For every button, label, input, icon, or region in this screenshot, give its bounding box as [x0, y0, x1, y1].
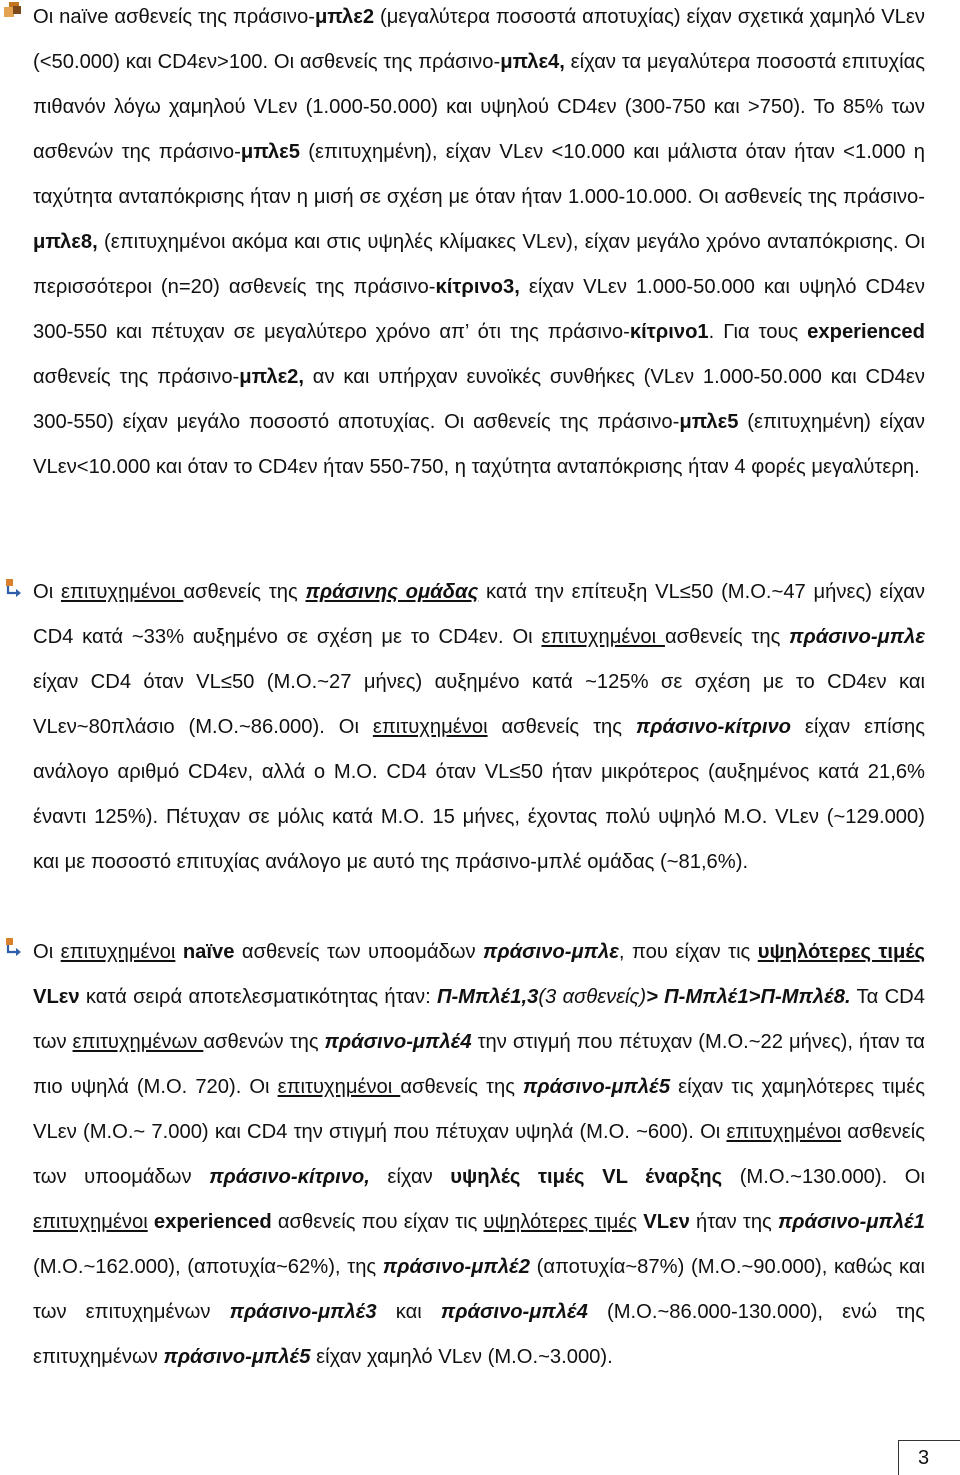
- square-bullet-icon: [4, 2, 24, 22]
- paragraph-3: Οι επιτυχημένοι naïve ασθενείς των υποομάδων πράσινο-μπλε, που είχαν τις υψηλότερες τιμές VLεν κατά σειρά αποτελεσματικότητας ήταν: Π-Μπλέ1,3(3 ασθενείς)> Π-Μπλέ1>Π-Μπλέ8. Τα CD4 των επιτυχημένων ασθενών της πράσινο-μπλέ4 την στιγμή που πέτυχαν (Μ.Ο.~22 μήνες), ήταν τα πιο υψηλά (Μ.Ο. 720). Οι επιτυχημένοι ασθενείς της πράσινο-μπλέ5 είχαν τις χαμηλότερες τιμές VLεν (Μ.Ο.~ 7.000) και CD4 την στιγμή που πέτυχαν υψηλά (Μ.Ο. ~600). Οι επιτυχημένοι ασθενείς των υποομάδων πράσινο-κίτρινο, είχαν υψηλές τιμές VL έναρξης (Μ.Ο.~130.000). Οι επιτυχημένοι experienced ασθενείς που είχαν τις υψηλότερες τιμές VLεν ήταν της πράσινο-μπλέ1 (Μ.Ο.~162.000), (αποτυχία~62%), της πράσινο-μπλέ2 (αποτυχία~87%) (Μ.Ο.~90.000), καθώς και των επιτυχημένων πράσινο-μπλέ3 και πράσινο-μπλέ4 (Μ.Ο.~86.000-130.000), ενώ της επιτυχημένων πράσινο-μπλέ5 είχαν χαμηλό VLεν (Μ.Ο.~3.000).: [33, 941, 926, 1368]
- page-number-border-top: [898, 1440, 960, 1441]
- paragraph-2: Οι επιτυχημένοι ασθενείς της πράσινης ομάδας κατά την επίτευξη VL≤50 (Μ.Ο.~47 μήνες) είχαν CD4 κατά ~33% αυξημένο σε σχέση με το CD4εν. Οι επιτυχημένοι ασθενείς της πράσινο-μπλε είχαν CD4 όταν VL≤50 (Μ.Ο.~27 μήνες) αυξημένο κατά ~125% σε σχέση με το CD4εν και VLεν~80πλάσιο (Μ.Ο.~86.000). Οι επιτυχημένοι ασθενείς της πράσινο-κίτρινο είχαν επίσης ανάλογο αριθμό CD4εν, αλλά ο Μ.Ο. CD4 όταν VL≤50 ήταν μικρότερος (αυξημένος κατά 21,6% έναντι 125%). Πέτυχαν σε μόλις κατά Μ.Ο. 15 μήνες, έχοντας πολύ υψηλό Μ.Ο. VLεν (~129.000) και με ποσοστό επιτυχίας ανάλογο με αυτό της πράσινο-μπλέ ομάδας (~81,6%).: [33, 581, 925, 873]
- paragraph-1: Οι naïve ασθενείς της πράσινο-μπλε2 (μεγαλύτερα ποσοστά αποτυχίας) είχαν σχετικά χαμηλό VLεν (<50.000) και CD4εν>100. Οι ασθενείς της πράσινο-μπλε4, είχαν τα μεγαλύτερα ποσοστά επιτυχίας πιθανόν λόγω χαμηλού VLεν (1.000-50.000) και υψηλού CD4εν (300-750 και >750). Το 85% των ασθενών της πράσινο-μπλε5 (επιτυχημένη), είχαν VLεν <10.000 και μάλιστα όταν ήταν <1.000 η ταχύτητα ανταπόκρισης ήταν η μισή σε σχέση με όταν ήταν 1.000-10.000. Οι ασθενείς της πράσινο-μπλε8, (επιτυχημένοι ακόμα και στις υψηλές κλίμακες VLεν), είχαν μεγάλο χρόνο ανταπόκρισης. Οι περισσότεροι (n=20) ασθενείς της πράσινο-κίτρινο3, είχαν VLεν 1.000-50.000 και υψηλό CD4εν 300-550 και πέτυχαν σε μεγαλύτερο χρόνο απ’ ότι της πράσινο-κίτρινο1. Για τους experienced ασθενείς της πράσινο-μπλε2, αν και υπήρχαν ευνοϊκές συνθήκες (VLεν 1.000-50.000 και CD4εν 300-550) είχαν μεγάλο ποσοστό αποτυχίας. Οι ασθενείς της πράσινο-μπλε5 (επιτυχημένη) είχαν VLεν<10.000 και όταν το CD4εν ήταν 550-750, η ταχύτητα ανταπόκρισης ήταν 4 φορές μεγαλύτερη.: [33, 6, 926, 478]
- arrow-bullet-icon: [4, 578, 24, 598]
- page-number-border: [898, 1440, 899, 1475]
- arrow-bullet-icon: [4, 937, 24, 957]
- page-number: 3: [918, 1447, 930, 1469]
